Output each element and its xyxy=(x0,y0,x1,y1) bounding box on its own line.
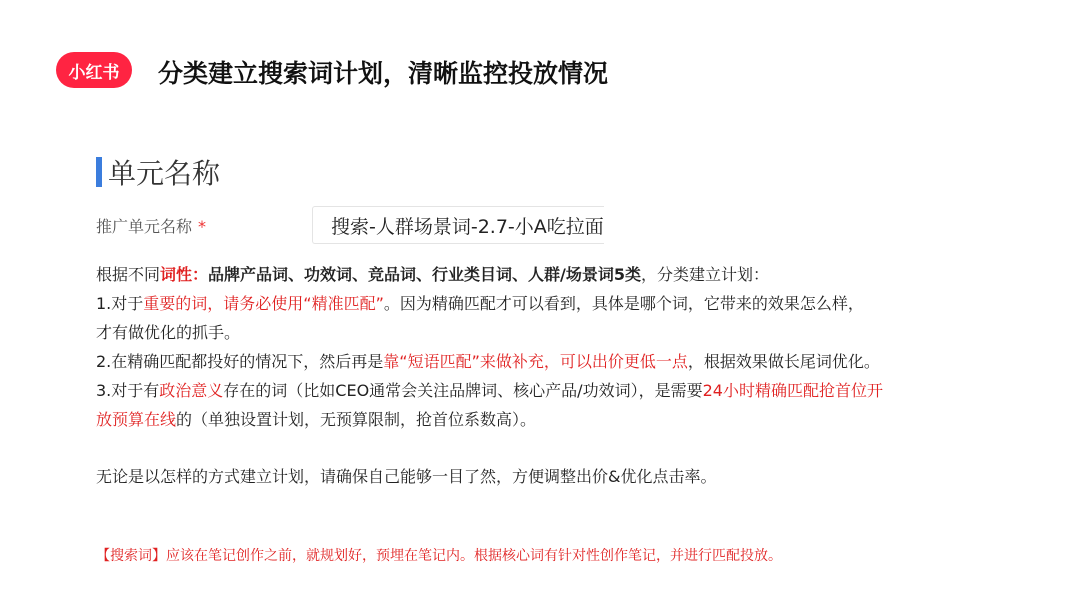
point-1-post: 。因为精确匹配才可以看到，具体是哪个词，它带来的效果怎么样， xyxy=(383,294,864,313)
point-3-highlight-1: 政治意义 xyxy=(159,381,224,400)
footnote: 【搜索词】应该在笔记创作之前，就规划好，预埋在笔记内。根据核心词有针对性创作笔记，并进行匹配投放。 xyxy=(96,548,782,564)
section-title: 单元名称 xyxy=(108,157,221,190)
intro-categories: 品牌产品词、功效词、竞品词、行业类目词、人群/场景词5类 xyxy=(208,265,642,284)
section-heading xyxy=(96,152,220,192)
point-2 xyxy=(96,347,996,376)
summary-paragraph: 无论是以怎样的方式建立计划，请确保自己能够一目了然，方便调整出价&优化点击率。 xyxy=(96,467,717,486)
content-body xyxy=(96,260,996,491)
xiaohongshu-logo: 小红书 xyxy=(56,52,132,88)
point-1-highlight: 重要的词，请务必使用“精准匹配” xyxy=(143,294,384,313)
point-3 xyxy=(96,376,996,405)
point-3-line2 xyxy=(96,405,996,434)
point-1 xyxy=(96,289,996,318)
intro-post: ，分类建立计划： xyxy=(641,265,770,284)
spacer xyxy=(96,434,996,462)
unit-name-input[interactable]: 搜索-人群场景词-2.7-小A吃拉面 xyxy=(312,206,604,244)
page-title: 分类建立搜索词计划，清晰监控投放情况 xyxy=(158,59,609,88)
point-3-mid: 存在的词（比如CEO通常会关注品牌词、核心产品/功效词），是需要 xyxy=(223,381,703,400)
point-3-highlight-3: 放预算在线 xyxy=(96,410,177,429)
unit-name-field-row xyxy=(96,206,604,244)
unit-name-label xyxy=(96,214,236,237)
intro-paragraph xyxy=(96,260,996,289)
point-1-pre: 1.对于 xyxy=(96,294,144,313)
intro-pre: 根据不同 xyxy=(96,265,161,284)
section-accent-bar xyxy=(96,157,102,187)
intro-highlight: 词性： xyxy=(160,265,209,284)
point-2-pre: 2.在精确匹配都投好的情况下，然后再是 xyxy=(96,352,384,371)
point-3-pre: 3.对于有 xyxy=(96,381,160,400)
unit-name-label-text: 推广单元名称 xyxy=(96,216,193,236)
required-mark: * xyxy=(198,216,207,236)
point-2-highlight: 靠“短语匹配”来做补充，可以出价更低一点 xyxy=(383,352,688,371)
point-3-post: 的（单独设置计划，无预算限制，抢首位系数高）。 xyxy=(176,410,537,429)
point-3-highlight-2: 24小时精确匹配抢首位开 xyxy=(702,381,883,400)
point-2-post: ，根据效果做长尾词优化。 xyxy=(687,352,880,371)
point-1-line2: 才有做优化的抓手。 xyxy=(96,323,241,342)
